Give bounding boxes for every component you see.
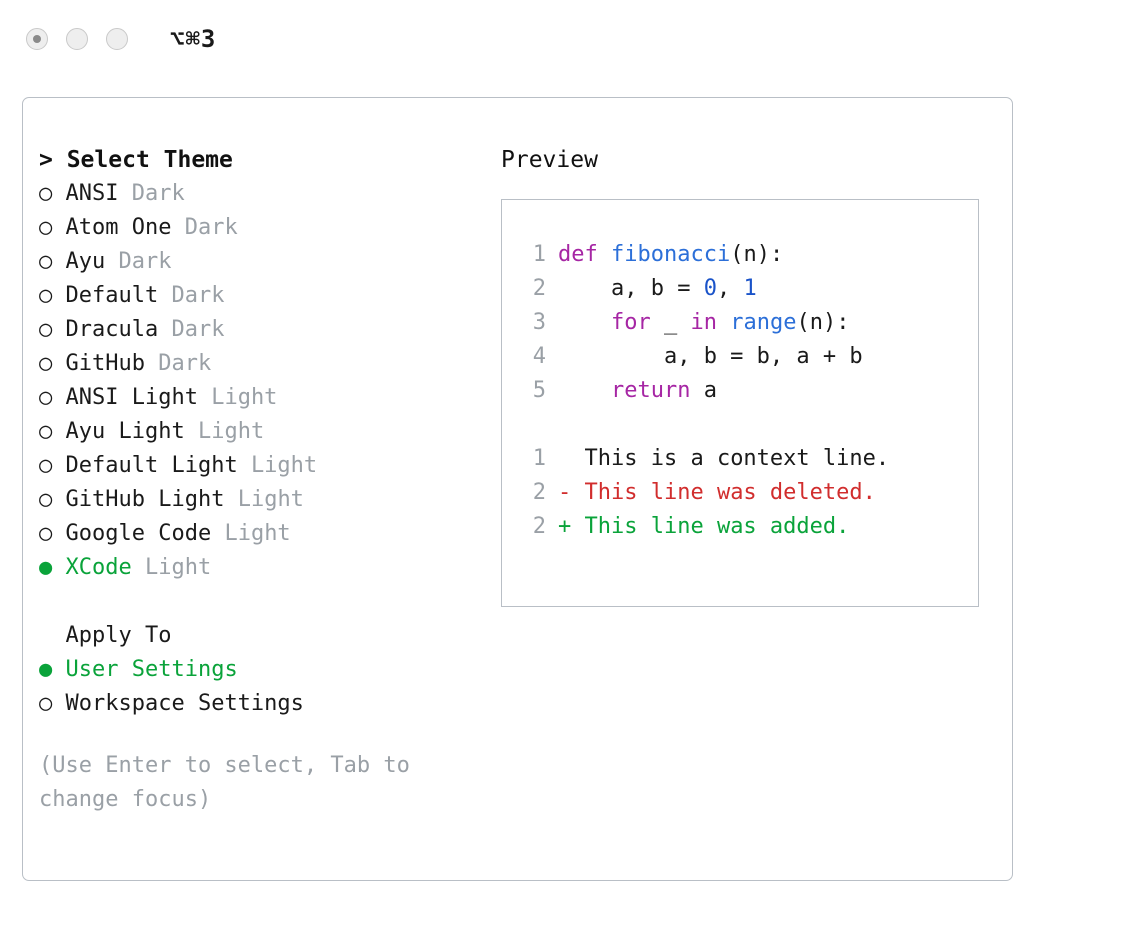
preview-box [501,199,979,607]
diff-text: This line was added. [571,514,850,539]
theme-option-default-dark[interactable] [39,279,489,313]
line-number: 1 [532,446,546,471]
theme-option-google-code[interactable] [39,517,489,551]
traffic-light-minimize-icon[interactable] [66,28,88,50]
line-number: 4 [532,344,546,369]
radio-icon: ○ [39,215,53,240]
theme-option-ansi-light[interactable] [39,381,489,415]
code-token: fibonacci [610,242,731,267]
theme-variant-tag: Light [197,419,265,444]
code-token [558,378,611,403]
radio-icon: ○ [39,521,53,546]
line-number: 2 [532,480,546,505]
theme-name: ANSI [65,181,119,206]
preview-column [501,143,1001,607]
theme-name: GitHub Light [65,487,225,512]
code-token: 1 [743,276,757,301]
preview-heading: Preview [501,147,598,173]
apply-option-user-settings[interactable] [39,653,489,687]
theme-variant-tag: Light [211,385,278,410]
theme-variant-tag: Dark [171,317,225,342]
code-line [520,374,978,408]
theme-name: Ayu Light [65,419,185,444]
theme-variant-tag: Dark [158,351,212,376]
code-token [558,310,611,335]
theme-name: Default [65,283,159,308]
code-token: def [558,242,611,267]
theme-name: ANSI Light [65,385,198,410]
code-token: in [690,310,717,335]
code-token: _ [650,310,691,335]
code-line [520,238,978,272]
code-token: for [610,310,651,335]
theme-variant-tag: Light [237,487,304,512]
traffic-light-maximize-icon[interactable] [106,28,128,50]
diff-line-added [520,510,978,544]
line-number: 2 [532,514,546,539]
diff-sign [558,446,571,471]
theme-name: Ayu [65,249,106,274]
theme-variant-tag: Light [224,521,291,546]
list-spacer [39,585,489,619]
radio-icon: ○ [39,351,53,376]
theme-variant-tag: Dark [171,283,225,308]
theme-option-github-dark[interactable] [39,347,489,381]
apply-to-heading: Apply To [39,623,172,648]
theme-name: Atom One [65,215,172,240]
theme-variant-tag: Dark [184,215,238,240]
radio-icon: ○ [39,691,53,716]
theme-option-ayu-light[interactable] [39,415,489,449]
apply-option-workspace-settings[interactable] [39,687,489,721]
preview-spacer [520,408,978,442]
theme-name: XCode [65,555,132,580]
code-line [520,306,978,340]
theme-option-github-light[interactable] [39,483,489,517]
theme-name: Dracula [65,317,159,342]
diff-sign: + [558,514,572,539]
theme-name: Google Code [65,521,212,546]
code-token: (n): [796,310,850,335]
radio-icon: ○ [39,317,53,342]
code-token: , [716,276,744,301]
traffic-light-close-icon[interactable] [26,28,48,50]
select-theme-header [39,143,489,177]
theme-option-default-light[interactable] [39,449,489,483]
code-line [520,272,978,306]
diff-line-context [520,442,978,476]
radio-icon: ○ [39,181,53,206]
window-titlebar [0,0,1140,78]
radio-selected-icon: ● [39,555,53,580]
keyboard-hint-text: (Use Enter to select, Tab to change focus) [39,753,424,812]
apply-option-label: User Settings [65,657,238,682]
radio-icon: ○ [39,487,53,512]
code-token: range [730,310,797,335]
line-number: 3 [532,310,546,335]
theme-option-dracula-dark[interactable] [39,313,489,347]
theme-list-column [39,143,489,817]
line-number: 1 [532,242,546,267]
code-token: (n): [730,242,784,267]
diff-text: This line was deleted. [571,480,876,505]
code-line [520,340,978,374]
theme-variant-tag: Dark [131,181,185,206]
radio-selected-icon: ● [39,657,53,682]
theme-picker-panel [22,97,1013,881]
apply-option-label: Workspace Settings [65,691,304,716]
code-token: return [610,378,691,403]
theme-option-ansi-dark[interactable] [39,177,489,211]
line-number: 2 [532,276,546,301]
theme-variant-tag: Light [250,453,318,478]
theme-name: GitHub [65,351,145,376]
code-token [717,310,730,335]
theme-variant-tag: Dark [118,249,172,274]
theme-option-ayu-dark[interactable] [39,245,489,279]
code-token: a, b = [558,276,704,301]
diff-sign: - [558,480,572,505]
theme-variant-tag: Light [144,555,212,580]
code-token: a, b = b, a + b [558,344,863,369]
radio-icon: ○ [39,283,53,308]
radio-icon: ○ [39,249,53,274]
theme-name: Default Light [65,453,238,478]
panel-content [23,98,1012,880]
diff-text: This is a context line. [571,446,890,471]
theme-option-atom-one-dark[interactable] [39,211,489,245]
prompt-caret: > [39,147,67,173]
select-theme-label: Select Theme [66,147,233,173]
radio-icon: ○ [39,453,53,478]
code-token: 0 [703,276,717,301]
theme-option-xcode-light[interactable] [39,551,489,585]
radio-icon: ○ [39,419,53,444]
code-token: a [690,378,717,403]
diff-line-deleted [520,476,978,510]
line-number: 5 [532,378,546,403]
radio-icon: ○ [39,385,53,410]
keyboard-shortcut-label: ⌥⌘3 [170,25,217,53]
